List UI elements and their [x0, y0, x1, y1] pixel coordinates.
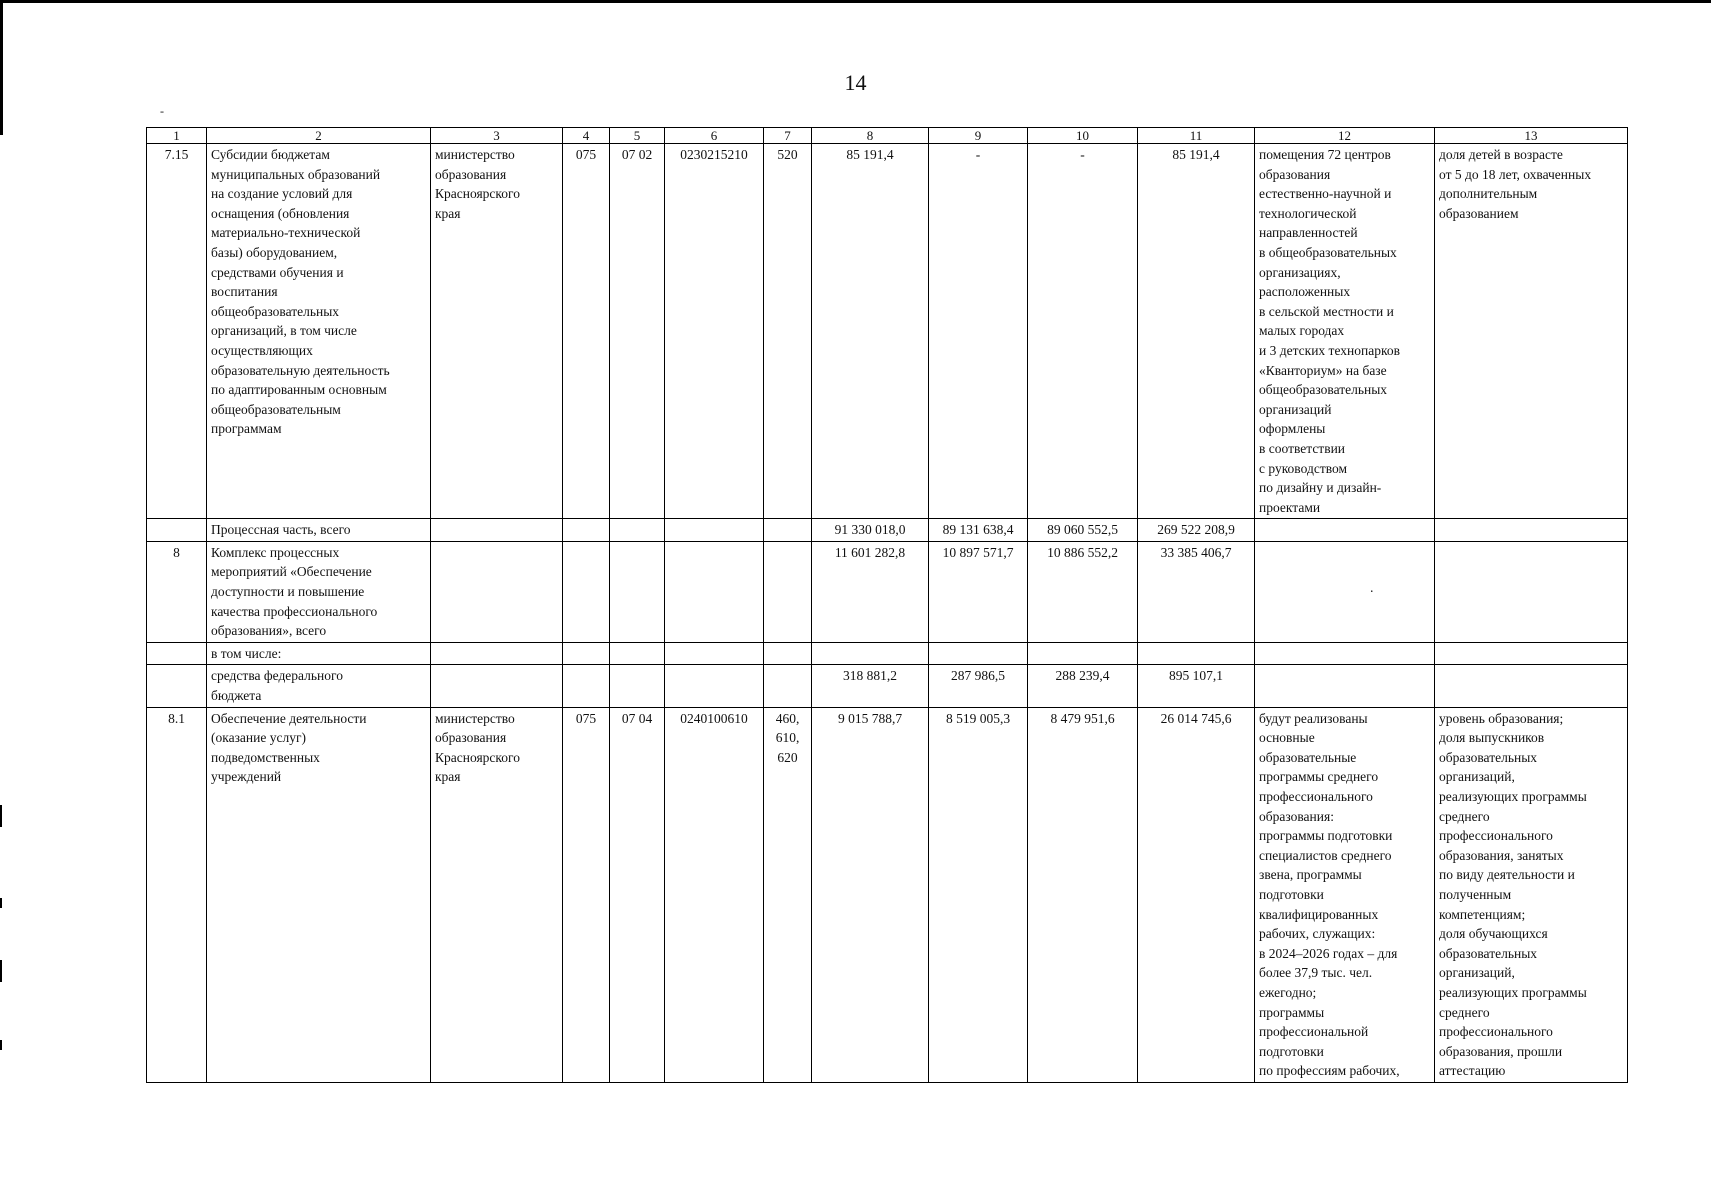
amount-col-10: 10 886 552,2: [1028, 541, 1138, 642]
header-cell: 8: [812, 128, 929, 144]
scan-edge-mark: [0, 1040, 2, 1050]
empty-cell: [764, 541, 812, 642]
amount-col-8: 318 881,2: [812, 665, 929, 707]
col-4-code: 075: [563, 144, 610, 519]
amount-col-9: 10 897 571,7: [929, 541, 1028, 642]
table-row-federal: [147, 665, 1628, 707]
empty-cell: [563, 519, 610, 542]
amount-col-10: 288 239,4: [1028, 665, 1138, 707]
header-cell: 10: [1028, 128, 1138, 144]
empty-cell: [1255, 642, 1435, 665]
header-cell: 11: [1138, 128, 1255, 144]
amount-col-11: 26 014 745,6: [1138, 707, 1255, 1082]
empty-cell: [665, 541, 764, 642]
header-cell: 13: [1435, 128, 1628, 144]
table-row-8: [147, 541, 1628, 642]
empty-cell: [610, 642, 665, 665]
scan-edge-mark: [0, 805, 2, 827]
empty-cell: [764, 665, 812, 707]
scan-edge-mark: [0, 960, 2, 982]
empty-cell: [431, 519, 563, 542]
scan-edge-mark: [0, 898, 2, 908]
table-row-process-total: [147, 519, 1628, 542]
amount-col-11: 269 522 208,9: [1138, 519, 1255, 542]
empty-cell: [764, 642, 812, 665]
empty-cell: [147, 519, 207, 542]
activity-name: Обеспечение деятельности (оказание услуг) подведомственных учреждений: [207, 707, 431, 1082]
amount-col-9: 287 986,5: [929, 665, 1028, 707]
empty-cell: [665, 665, 764, 707]
empty-cell: [1028, 642, 1138, 665]
amount-col-10: -: [1028, 144, 1138, 519]
empty-cell: [1255, 519, 1435, 542]
amount-col-8: 85 191,4: [812, 144, 929, 519]
margin-dash: -: [160, 104, 164, 118]
empty-cell: [665, 642, 764, 665]
empty-cell: [1435, 519, 1628, 542]
header-cell: 2: [207, 128, 431, 144]
col-7-code: 460, 610, 620: [764, 707, 812, 1082]
empty-cell: [1138, 642, 1255, 665]
amount-col-8: 91 330 018,0: [812, 519, 929, 542]
empty-cell: [563, 541, 610, 642]
empty-cell: [1255, 665, 1435, 707]
col-5-code: 07 04: [610, 707, 665, 1082]
empty-cell: [929, 642, 1028, 665]
empty-cell: [431, 642, 563, 665]
empty-cell: [812, 642, 929, 665]
amount-col-9: 89 131 638,4: [929, 519, 1028, 542]
table-row-including: [147, 642, 1628, 665]
row-number: 7.15: [147, 144, 207, 519]
amount-col-9: -: [929, 144, 1028, 519]
row-number: 8: [147, 541, 207, 642]
header-cell: 1: [147, 128, 207, 144]
amount-col-11: 33 385 406,7: [1138, 541, 1255, 642]
header-cell: 6: [665, 128, 764, 144]
empty-cell: [764, 519, 812, 542]
table-row-8-1: [147, 707, 1628, 1082]
col-6-code: 0230215210: [665, 144, 764, 519]
result-description: помещения 72 центров образования естественно-научной и технологической направленностей в общеобразовательных организациях, расположенных в сельской местности и малых городах и 3 детских технопарков «Кванториум» на базе общеобразовательных организаций оформлены в соответствии с руководством по дизайну и дизайн- проектами: [1255, 144, 1435, 519]
header-cell: 12: [1255, 128, 1435, 144]
activity-name: Комплекс процессных мероприятий «Обеспечение доступности и повышение качества профессионального образования», всего: [207, 541, 431, 642]
empty-cell: [147, 665, 207, 707]
empty-cell: [147, 642, 207, 665]
executor: министерство образования Красноярского края: [431, 144, 563, 519]
header-cell: 4: [563, 128, 610, 144]
empty-cell: [431, 541, 563, 642]
header-cell: 3: [431, 128, 563, 144]
empty-cell: [610, 541, 665, 642]
empty-cell: [563, 665, 610, 707]
header-cell: 5: [610, 128, 665, 144]
activity-name: Процессная часть, всего: [207, 519, 431, 542]
header-row: [147, 128, 1628, 144]
empty-cell: [431, 665, 563, 707]
activity-name: в том числе:: [207, 642, 431, 665]
header-cell: 9: [929, 128, 1028, 144]
empty-cell: [610, 665, 665, 707]
page-number: 14: [844, 70, 867, 95]
col-6-code: 0240100610: [665, 707, 764, 1082]
col-4-code: 075: [563, 707, 610, 1082]
scan-border-left: [0, 0, 3, 135]
result-description: будут реализованы основные образовательные программы среднего профессионального образования: программы подготовки специалистов среднего звена, программы подготовки квалифицированных рабочих, служащих: в 2024–2026 годах – для более 37,9 тыс. чел. ежегодно; программы профессиональной подготовки по профессиям рабочих,: [1255, 707, 1435, 1082]
amount-col-8: 11 601 282,8: [812, 541, 929, 642]
table-row-7-15: [147, 144, 1628, 519]
program-table: [146, 127, 1628, 1083]
empty-cell: [610, 519, 665, 542]
executor: министерство образования Красноярского края: [431, 707, 563, 1082]
amount-col-10: 89 060 552,5: [1028, 519, 1138, 542]
col-7-code: 520: [764, 144, 812, 519]
empty-cell: [563, 642, 610, 665]
stray-mark: ·: [1255, 541, 1435, 642]
header-cell: 7: [764, 128, 812, 144]
empty-cell: [1435, 642, 1628, 665]
empty-cell: [1435, 541, 1628, 642]
indicator-description: уровень образования; доля выпускников образовательных организаций, реализующих программы среднего профессионального образования, занятых по виду деятельности и полученным компетенциям; доля обучающихся образовательных организаций, реализующих программы среднего профессионального образования, прошли аттестацию: [1435, 707, 1628, 1082]
scan-border-top: [0, 0, 1711, 3]
activity-name: средства федерального бюджета: [207, 665, 431, 707]
amount-col-9: 8 519 005,3: [929, 707, 1028, 1082]
amount-col-11: 895 107,1: [1138, 665, 1255, 707]
empty-cell: [1435, 665, 1628, 707]
empty-cell: [665, 519, 764, 542]
col-5-code: 07 02: [610, 144, 665, 519]
row-number: 8.1: [147, 707, 207, 1082]
activity-name: Субсидии бюджетам муниципальных образований на создание условий для оснащения (обновления материально-технической базы) оборудованием, средствами обучения и воспитания общеобразовательных организаций, в том числе осуществляющих образовательную деятельность по адаптированным основным общеобразовательным программам: [207, 144, 431, 519]
indicator-description: доля детей в возрасте от 5 до 18 лет, охваченных дополнительным образованием: [1435, 144, 1628, 519]
amount-col-10: 8 479 951,6: [1028, 707, 1138, 1082]
amount-col-8: 9 015 788,7: [812, 707, 929, 1082]
amount-col-11: 85 191,4: [1138, 144, 1255, 519]
